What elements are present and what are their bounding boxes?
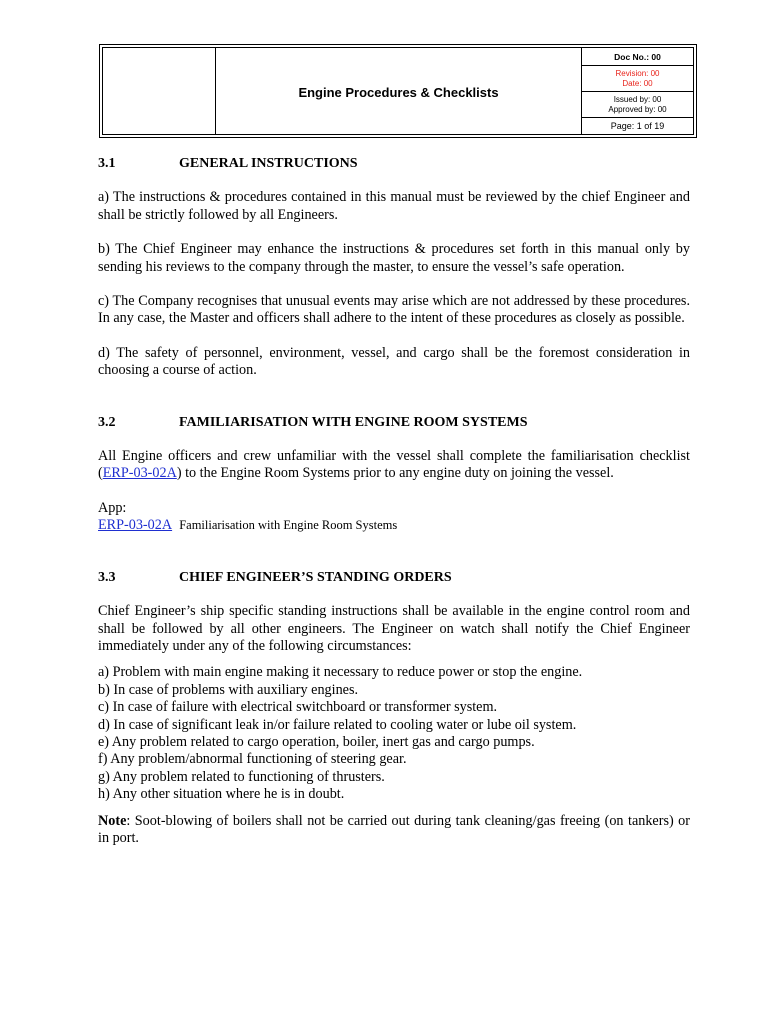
issued-by: Issued by: 00 xyxy=(613,94,662,104)
approved-by: Approved by: 00 xyxy=(608,104,667,114)
revision: Revision: 00 xyxy=(615,68,660,78)
note-paragraph: Note: Soot-blowing of boilers shall not be carried out during tank cleaning/gas freeing (on tankers) or in port. xyxy=(98,812,690,846)
logo-cell xyxy=(103,48,216,134)
doc-number: Doc No.: 00 xyxy=(582,48,693,66)
list-item: c) In case of failure with electrical switchboard or transformer system. xyxy=(98,699,498,716)
document-title: Engine Procedures & Checklists xyxy=(216,48,582,134)
paragraph-3-1-d: d) The safety of personnel, environment, vessel, and cargo shall be the foremost consideration in choosing a course of action. xyxy=(98,344,690,379)
paragraph-3-1-a: a) The instructions & procedures contained in this manual must be reviewed by the chief Engineer and shall be strictly followed by all Engineers. xyxy=(98,189,690,223)
document-header xyxy=(99,44,697,138)
revision-date xyxy=(582,66,693,92)
list-item: a) Problem with main engine making it necessary to reduce power or stop the engine. xyxy=(98,664,583,681)
list-item: f) Any problem/abnormal functioning of steering gear. xyxy=(98,751,407,768)
section-heading-3-3: 3.3 CHIEF ENGINEER’S STANDING ORDERS xyxy=(98,569,452,585)
app-reference: ERP-03-02A Familiarisation with Engine Room Systems xyxy=(98,517,398,534)
note-label: Note xyxy=(98,812,127,829)
issued-approved xyxy=(582,92,693,118)
paragraph-3-2: All Engine officers and crew unfamiliar with the vessel shall complete the familiarisation checklist (ERP-03-02A) to the Engine Room Systems prior to any engine duty on joining the vessel. xyxy=(98,448,690,482)
erp-03-02a-app-link[interactable]: ERP-03-02A xyxy=(98,517,173,534)
document-body xyxy=(98,148,690,847)
document-meta xyxy=(582,48,693,134)
list-item: d) In case of significant leak in/or failure related to cooling water or lube oil system. xyxy=(98,716,577,733)
date: Date: 00 xyxy=(622,78,653,88)
list-item: b) In case of problems with auxiliary engines. xyxy=(98,681,359,698)
paragraph-3-1-c: c) The Company recognises that unusual events may arise which are not addressed by these procedures. In any case, the Master and officers shall adhere to the intent of these procedures as closely as possible. xyxy=(98,293,690,327)
paragraph-3-1-b: b) The Chief Engineer may enhance the instructions & procedures set forth in this manual only by sending his reviews to the company through the master, to ensure the vessel’s safe operation. xyxy=(98,241,690,275)
list-item: e) Any problem related to cargo operation, boiler, inert gas and cargo pumps. xyxy=(98,733,535,750)
paragraph-3-3-intro: Chief Engineer’s ship specific standing instructions shall be available in the engine control room and shall be followed by all other engineers. The Engineer on watch shall notify the Chief Engineer immediately under any of the following circumstances: xyxy=(98,603,690,654)
section-heading-3-2: 3.2 FAMILIARISATION WITH ENGINE ROOM SYSTEMS xyxy=(98,414,528,430)
list-item: h) Any other situation where he is in doubt. xyxy=(98,786,345,803)
page-number: Page: 1 of 19 xyxy=(610,121,665,131)
section-heading-3-1: 3.1 GENERAL INSTRUCTIONS xyxy=(98,156,358,171)
list-item: g) Any problem related to functioning of thrusters. xyxy=(98,768,385,785)
app-label: App: xyxy=(98,499,127,516)
erp-03-02a-link[interactable]: ERP-03-02A xyxy=(102,465,177,482)
standing-orders-list xyxy=(98,664,690,803)
